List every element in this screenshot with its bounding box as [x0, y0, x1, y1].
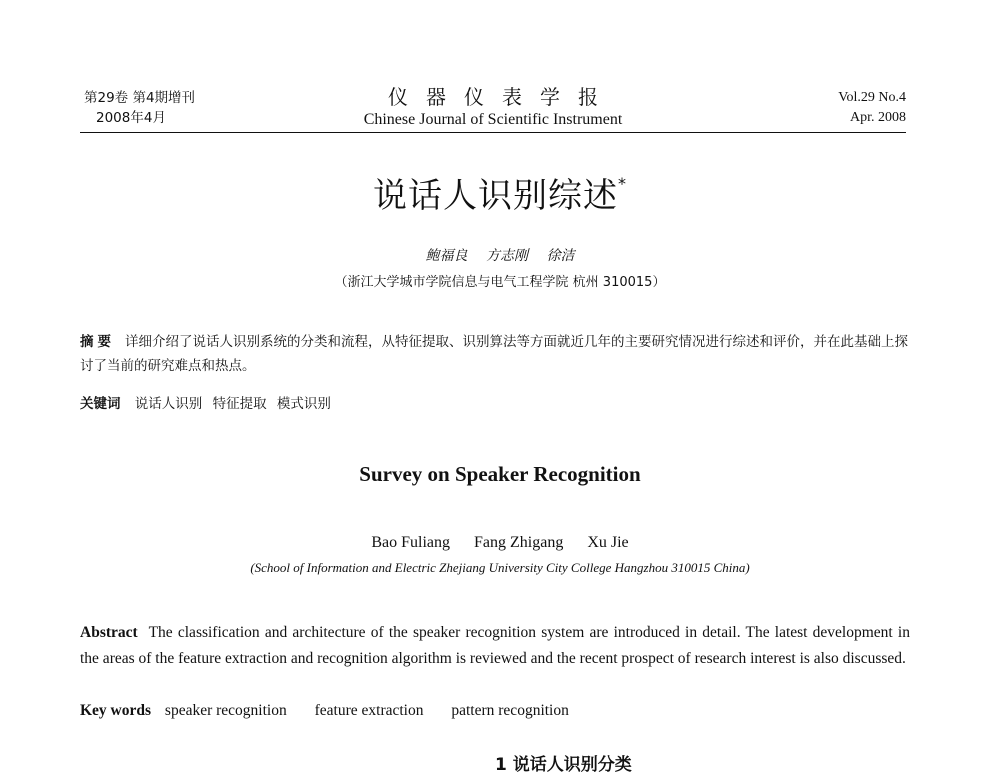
keywords-en-label: Key words	[80, 702, 152, 719]
author-en: Bao Fuliang	[371, 534, 450, 551]
publication-date-en: Apr. 2008	[850, 110, 906, 125]
abstract-cn	[80, 330, 910, 378]
keyword-en: pattern recognition	[451, 702, 569, 719]
abstract-en-label: Abstract	[80, 624, 138, 641]
keywords-en	[80, 702, 910, 720]
journal-name-cn: 仪器仪表学报	[388, 85, 616, 109]
keywords-cn-label: 关键词	[80, 396, 121, 412]
author-cn: 方志刚	[486, 248, 528, 264]
paper-title-en: Survey on Speaker Recognition	[359, 462, 641, 486]
keyword-cn: 特征提取	[212, 396, 267, 412]
paper-title-cn	[0, 168, 1000, 217]
keywords-cn	[80, 392, 910, 412]
volume-info-en	[838, 88, 906, 128]
abstract-en-text: The classification and architecture of the speaker recognition system are introduced in detail. The latest development in the areas of the feature extraction and recognition algorithm is reviewed and the recent prospect of research interest is also discussed.	[80, 624, 910, 667]
volume-issue: 第29卷 第4期增刊	[84, 90, 196, 106]
authors-cn	[0, 245, 1000, 265]
author-cn: 徐洁	[546, 248, 575, 264]
keyword-en: feature extraction	[314, 702, 424, 719]
journal-name-en: Chinese Journal of Scientific Instrument	[363, 111, 623, 128]
authors-en	[0, 534, 1000, 552]
keyword-cn: 模式识别	[276, 396, 331, 412]
journal-header	[80, 84, 906, 133]
volume-issue-en: Vol.29 No.4	[838, 90, 906, 105]
keyword-en: speaker recognition	[164, 702, 287, 719]
author-cn: 鲍福良	[425, 248, 468, 264]
publication-date-cn: 2008年4月	[96, 110, 166, 126]
title-footnote-mark: *	[618, 173, 627, 193]
section-heading-partial: 1 说话人识别分类	[495, 755, 632, 775]
abstract-cn-text: 详细介绍了说话人识别系统的分类和流程，从特征提取、识别算法等方面就近几年的主要研究情况进行综述和评价，并在此基础上探讨了当前的研究难点和热点。	[80, 334, 908, 374]
abstract-en	[80, 620, 910, 672]
affiliation-en: (School of Information and Electric Zhejiang University City College Hangzhou 310015 China)	[250, 560, 750, 575]
affiliation-cn: （浙江大学城市学院信息与电气工程学院 杭州 310015）	[334, 275, 666, 290]
journal-name	[80, 84, 906, 130]
paper-title-cn-text: 说话人识别综述	[373, 176, 618, 216]
abstract-cn-label: 摘要	[80, 334, 115, 350]
author-en: Xu Jie	[587, 534, 629, 551]
author-en: Fang Zhigang	[474, 534, 564, 551]
keyword-cn: 说话人识别	[134, 396, 203, 412]
